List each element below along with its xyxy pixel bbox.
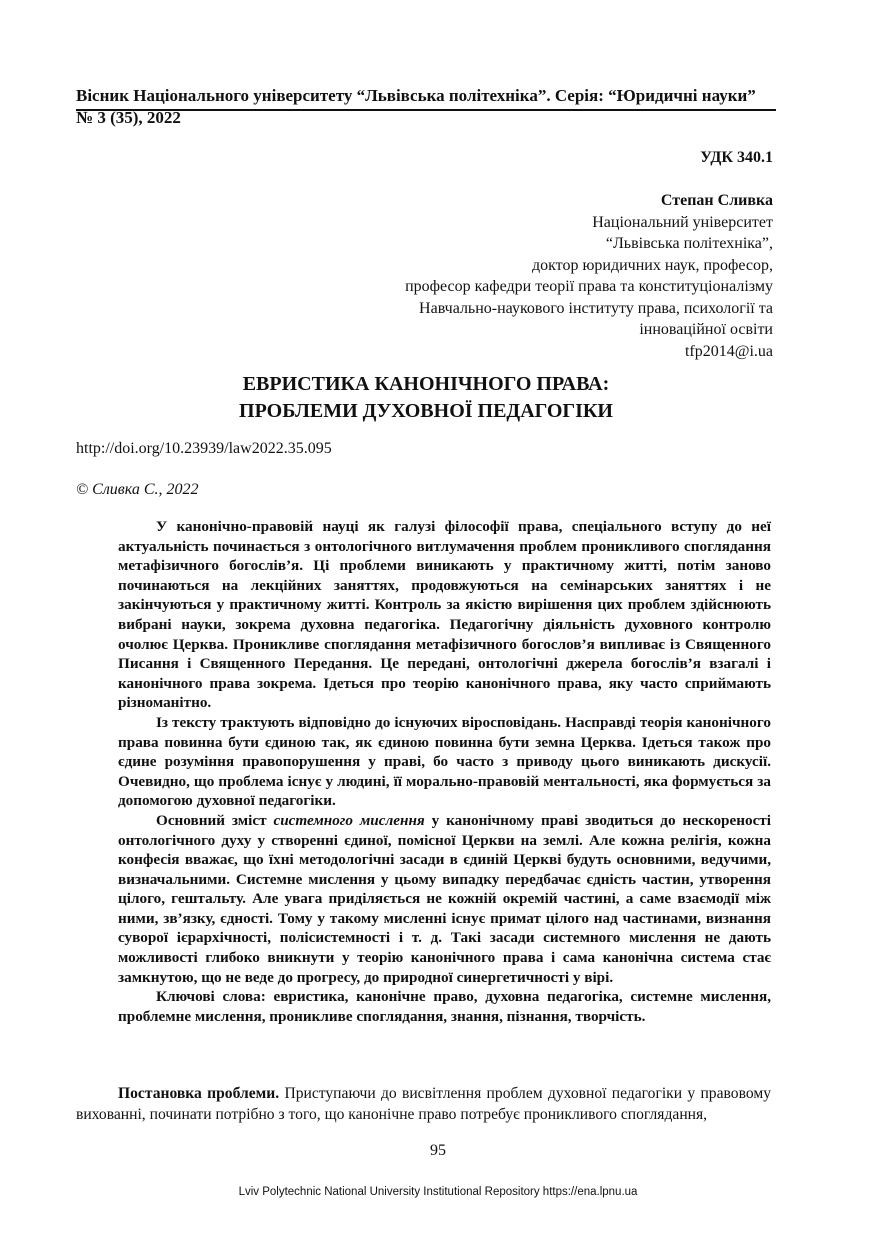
author-block xyxy=(253,190,773,362)
abstract-paragraph: У канонічно-правовій науці як галузі філософії права, спеціального вступу до неї актуальність починається з онтологічного витлумачення проблем проникливого споглядання метафізичного богослів’я. Ці проблеми виникають у практичному житті, потім заново починаються на лекційних заняттях, продовжуються на семінарських заняттях і не закінчуються у практичному житті. Контроль за якістю вирішення цих проблем здійснюють вибрані науки, зокрема духовна педагогіка. Педагогічну діяльність духовного контролю очолює Церква. Проникливе споглядання метафізичного богослов’я випливає із Священного Писання і Священного Передання. Це передані, онтологічні джерела богослів’я взагалі і канонічного права зокрема. Ідеться про теорію канонічного права, яку часто сприймають різноманітно. xyxy=(118,518,771,712)
paper-title xyxy=(76,371,776,425)
issue-number: № 3 (35), 2022 xyxy=(76,108,181,127)
body-sentence: Приступаючи до висвітлення проблем духовної педагогіки у правовому вихованні, починати потрібно з того, що канонічне право потребує проникливого споглядання, xyxy=(76,1085,771,1123)
page-number: 95 xyxy=(430,1142,446,1159)
author-email[interactable]: tfp2014@i.ua xyxy=(684,342,773,360)
section-lead: Постановка проблеми. xyxy=(118,1085,280,1102)
abstract-paragraph: Із тексту трактують відповідно до існуючих віросповідань. Насправді теорія канонічного права повинна бути єдиною так, як єдиною повинна бути земна Церква. Ідеться також про єдине розуміння правопорушення у праві, бо часто з приводу цього виникають дискусії. Очевидно, що проблема існує у людині, її морально-правовій ментальності, яка формується за допомогою духовної педагогіки. xyxy=(118,713,771,810)
affiliation-line: доктор юридичних наук, професор, xyxy=(531,256,773,274)
abstract xyxy=(118,517,771,1026)
abstract-paragraph xyxy=(118,811,771,987)
abstract-text: Основний зміст xyxy=(156,811,274,829)
copyright-notice: © Сливка С., 2022 xyxy=(76,481,199,498)
affiliation-line: “Львівська політехніка”, xyxy=(605,235,773,252)
author-name: Степан Сливка xyxy=(660,192,773,209)
abstract-text: у канонічному праві зводиться до нескореності онтологічного духу у створенні єдиної, помісної Церкви на землі. Але кожна релігія, кожна конфесія вважає, що їхні методологічні засади в єдиній Церкві будуть основними, ведучими, визначальними. Системне мислення у цьому випадку передбачає єдність частин, утворення цілого, гештальту. Але увага приділяється не кожній окремій частині, а саме взаємодії між ними, зв’язку, єдності. Тому у такому мисленні існує примат цілого над частинами, визнання суворої ієрархічності, полісистемності і т. д. Такі засади системного мислення не дають можливості глибоко вникнути у теорію канонічного права і сама канонічна система стає замкнутою, що не веде до прогресу, до природної синергетичності у вірі. xyxy=(118,811,771,986)
abstract-emphasis: системного мислення xyxy=(273,811,425,829)
repository-footer: Lviv Polytechnic National University Institutional Repository https://ena.lpnu.ua xyxy=(238,1186,638,1198)
body-paragraph xyxy=(76,1083,771,1125)
udk-code: УДК 340.1 xyxy=(700,149,773,166)
doi-link[interactable]: http://doi.org/10.23939/law2022.35.095 xyxy=(76,440,332,457)
title-line: ПРОБЛЕМИ ДУХОВНОЇ ПЕДАГОГІКИ xyxy=(239,400,613,422)
title-line: ЕВРИСТИКА КАНОНІЧНОГО ПРАВА: xyxy=(242,373,610,395)
affiliation-line: Навчально-наукового інституту права, психології та xyxy=(419,299,773,317)
journal-header: Вісник Національного університету “Львівська політехніка”. Серія: “Юридичні науки” xyxy=(76,84,776,111)
affiliation-line: інноваційної освіти xyxy=(639,321,773,338)
affiliation-line: Національний університет xyxy=(592,213,773,231)
affiliation-line: професор кафедри теорії права та конституціоналізму xyxy=(405,278,773,295)
body-text xyxy=(76,1083,771,1125)
keywords: Ключові слова: евристика, канонічне право, духовна педагогіка, системне мислення, проблемне мислення, проникливе споглядання, знання, пізнання, творчість. xyxy=(118,988,771,1025)
